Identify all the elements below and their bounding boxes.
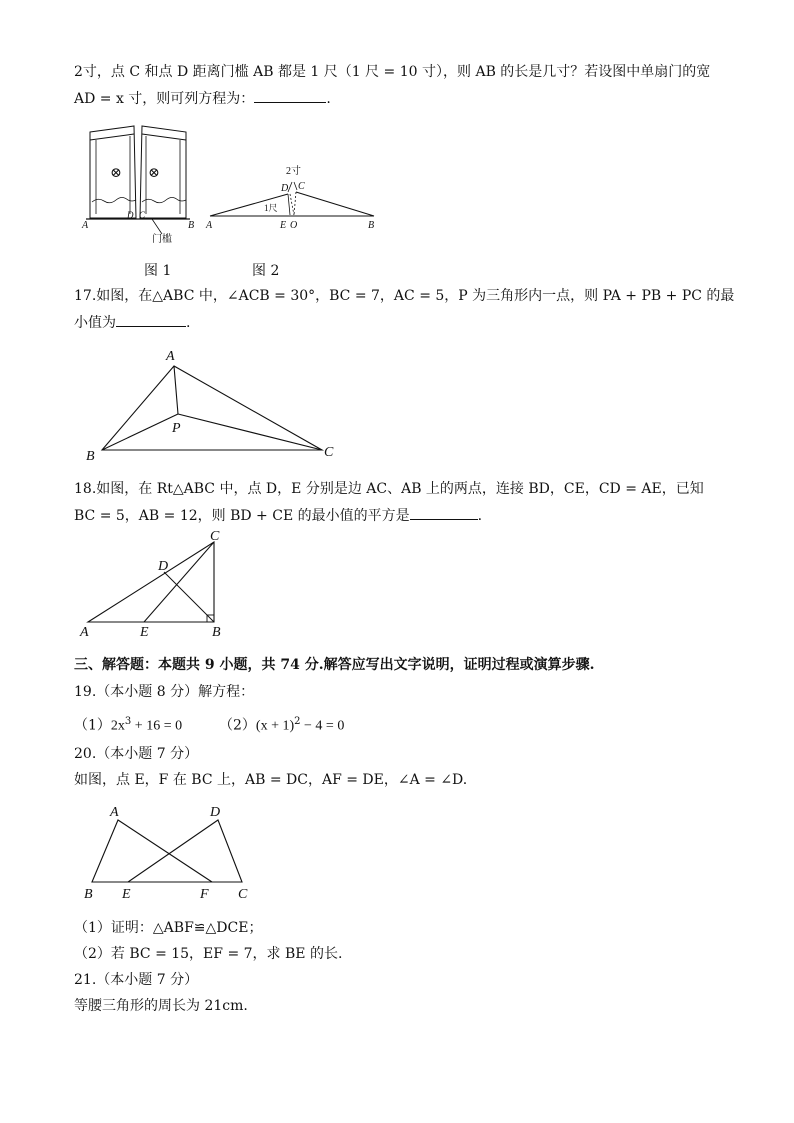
q19-part1-eq-b: + 16 = 0 bbox=[131, 718, 183, 734]
fig2-caption: 图 2 bbox=[252, 263, 280, 279]
q16-figure1 bbox=[80, 124, 200, 244]
q17-answer-blank[interactable] bbox=[116, 312, 186, 327]
q19-part1-eq-a: 2x bbox=[110, 718, 125, 734]
q17-label-c: C bbox=[324, 445, 334, 460]
fig2-label-b: B bbox=[368, 220, 375, 231]
q20-label-e: E bbox=[122, 887, 131, 902]
q17-text-line2: 小值为 . bbox=[74, 312, 190, 333]
fig2-label-1chi: 1尺 bbox=[264, 203, 278, 213]
q18-answer-blank[interactable] bbox=[410, 505, 478, 520]
q18-figure bbox=[76, 530, 236, 642]
fig1-label-sill: 门槛 bbox=[152, 234, 172, 245]
q18-label-a: A bbox=[80, 625, 89, 640]
q16-equation-prompt: AD = x 寸，则可列方程为： bbox=[74, 91, 255, 107]
q16-text-line2: AD = x 寸，则可列方程为： . bbox=[74, 88, 331, 109]
q19-part2-label: （2） bbox=[219, 717, 256, 734]
q17-text-line1: 17.如图，在△ABC 中，∠ACB = 30°，BC = 7，AC = 5，P 为三角形内一点，则 PA + PB + PC 的最 bbox=[74, 288, 735, 304]
q19-equations bbox=[74, 712, 344, 737]
q20-label-d: D bbox=[210, 805, 221, 820]
fig2-label-c: C bbox=[298, 181, 305, 192]
q21-title: 21.（本小题 7 分） bbox=[74, 972, 199, 988]
q17-figure bbox=[84, 344, 344, 464]
q20-part1: （1）证明：△ABF≌△DCE； bbox=[74, 920, 263, 936]
q18-label-b: B bbox=[212, 625, 221, 640]
fig1-label-c: C bbox=[139, 210, 146, 220]
fig2-label-a: A bbox=[206, 220, 213, 231]
q16-figure2 bbox=[204, 160, 384, 236]
q20-label-b: B bbox=[84, 887, 93, 902]
q20-title: 20.（本小题 7 分） bbox=[74, 746, 199, 762]
q20-part2: （2）若 BC = 15，EF = 7，求 BE 的长. bbox=[74, 946, 343, 962]
q18-text-line2: BC = 5，AB = 12，则 BD + CE 的最小值的平方是 . bbox=[74, 505, 482, 526]
q19-title: 19.（本小题 8 分）解方程： bbox=[74, 684, 255, 700]
fig2-label-2cun: 2寸 bbox=[286, 166, 301, 177]
q17-label-a: A bbox=[166, 349, 175, 364]
q17-label-p: P bbox=[172, 421, 181, 436]
q18-label-c: C bbox=[210, 529, 220, 544]
q20-label-c: C bbox=[238, 887, 248, 902]
q16-text-line1: 2寸，点 C 和点 D 距离门槛 AB 都是 1 尺（1 尺 = 10 寸），则 AB 的长是几寸？若设图中单扇门的宽 bbox=[74, 64, 711, 80]
q17-prompt: 小值为 bbox=[74, 315, 116, 331]
q18-text-line1: 18.如图，在 Rt△ABC 中，点 D，E 分别是边 AC、AB 上的两点，连接 BD，CE，CD = AE，已知 bbox=[74, 481, 704, 497]
q18-label-d: D bbox=[158, 559, 169, 574]
fig1-label-a: A bbox=[82, 220, 89, 231]
fig1-label-d: D bbox=[127, 210, 134, 220]
q19-part1-exp: 3 bbox=[124, 716, 132, 727]
q21-text: 等腰三角形的周长为 21cm. bbox=[74, 998, 248, 1014]
door-knob-right-icon: ⊗ bbox=[148, 166, 160, 181]
q17-label-b: B bbox=[86, 449, 95, 464]
q20-figure bbox=[80, 804, 260, 904]
q18-label-e: E bbox=[140, 625, 149, 640]
q16-answer-blank[interactable] bbox=[254, 88, 326, 103]
section3-heading: 三、解答题：本题共 9 小题，共 74 分.解答应写出文字说明，证明过程或演算步骤. bbox=[74, 657, 595, 673]
q20-label-a: A bbox=[110, 805, 119, 820]
door-knob-left-icon: ⊗ bbox=[110, 166, 122, 181]
q20-label-f: F bbox=[200, 887, 209, 902]
q19-part1-label: （1） bbox=[74, 717, 111, 734]
fig2-label-o: O bbox=[290, 220, 298, 231]
q19-part2-eq-b: − 4 = 0 bbox=[300, 718, 345, 734]
fig2-label-e: E bbox=[280, 220, 287, 231]
q19-part2-eq-a: (x + 1) bbox=[255, 718, 295, 734]
q20-text: 如图，点 E，F 在 BC 上，AB = DC，AF = DE，∠A = ∠D. bbox=[74, 772, 468, 788]
fig2-label-d: D bbox=[281, 183, 289, 194]
q19-part2-exp: 2 bbox=[294, 716, 301, 727]
fig1-label-b: B bbox=[188, 220, 195, 231]
fig1-caption: 图 1 bbox=[144, 263, 172, 279]
q18-prompt: BC = 5，AB = 12，则 BD + CE 的最小值的平方是 bbox=[74, 508, 410, 524]
